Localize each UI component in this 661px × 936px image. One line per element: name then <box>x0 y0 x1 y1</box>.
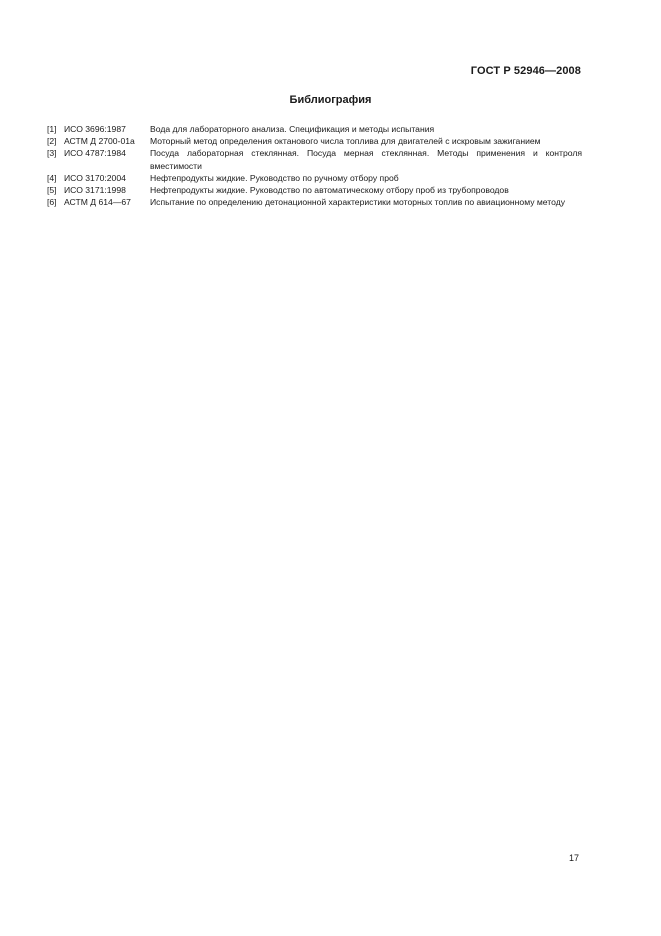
reference-number: [1] <box>47 124 57 134</box>
reference-item <box>47 196 582 208</box>
reference-code: ИСО 3171:1998 <box>64 185 126 196</box>
reference-number: [4] <box>47 172 57 183</box>
reference-code: АСТМ Д 614—67 <box>64 197 131 208</box>
reference-title: Вода для лабораторного анализа. Спецификация и методы испытания <box>150 124 435 134</box>
reference-title: Испытание по определению детонационной характеристики моторных топлив по авиационному методу <box>150 197 566 208</box>
document-code: ГОСТ Р 52946—2008 <box>470 65 581 77</box>
page-number: 17 <box>568 853 579 863</box>
reference-title: Моторный метод определения октанового числа топлива для двигателей с искровым зажиганием <box>150 136 541 147</box>
section-title: Библиография <box>289 94 372 106</box>
reference-title: Посуда лабораторная стеклянная. Посуда мерная стеклянная. Методы применения и контроля вместимости <box>150 148 582 171</box>
reference-item <box>47 172 582 184</box>
reference-code: ИСО 4787:1984 <box>64 148 126 159</box>
reference-number: [5] <box>47 185 57 196</box>
reference-code: ИСО 3696:1987 <box>64 124 126 134</box>
reference-item <box>47 135 582 147</box>
reference-code: АСТМ Д 2700-01а <box>64 136 135 147</box>
reference-number: [3] <box>47 148 57 159</box>
bibliography-list <box>47 123 582 208</box>
reference-item <box>47 123 582 135</box>
reference-number: [2] <box>47 136 57 147</box>
reference-code: ИСО 3170:2004 <box>64 172 126 183</box>
reference-number: [6] <box>47 197 57 208</box>
reference-title: Нефтепродукты жидкие. Руководство по ручному отбору проб <box>150 172 399 183</box>
reference-item <box>47 184 582 196</box>
reference-title: Нефтепродукты жидкие. Руководство по автоматическому отбору проб из трубопроводов <box>150 185 509 196</box>
reference-item <box>47 147 582 171</box>
